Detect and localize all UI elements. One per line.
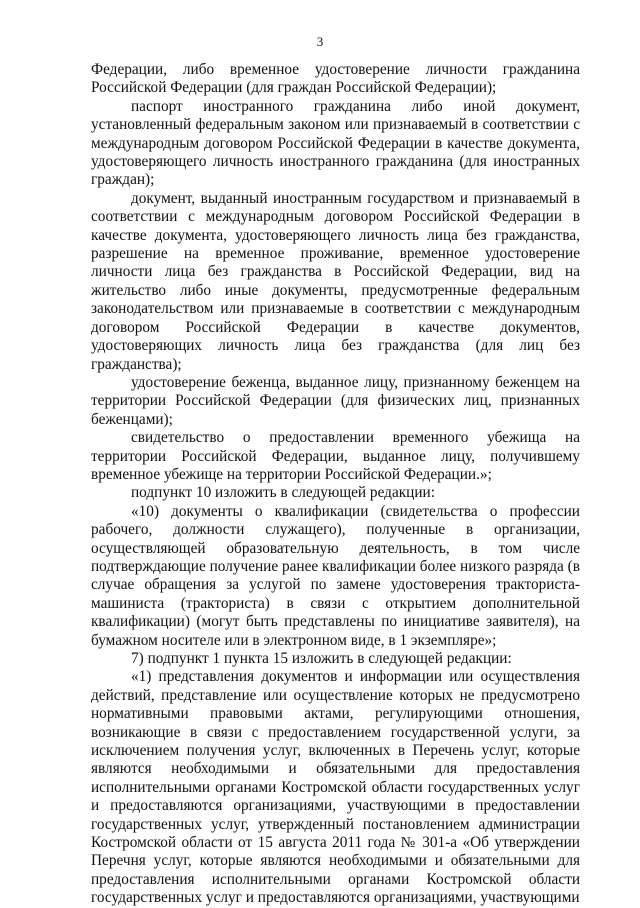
paragraph-subclause-10-intro: подпункт 10 изложить в следующей редакции: [131, 484, 435, 502]
page-number: 3 [316, 34, 324, 49]
paragraph-identity-citizen: Федерации, либо временное удостоверение личности гражданина Российской Федерации (для граждан Российской Федерации); [91, 61, 580, 97]
paragraph-stateless-document: документ, выданный иностранным государством и признаваемый в соответствии с международным договором Российской Федерации в качестве документа, удостоверяющего личность лица без гражданства, разрешение на временное проживание, временное удостоверение личности лица без гражданства в Российской Федерации, вид на жительство либо иные документы, предусмотренные федеральным законодательством или признаваемые в соответствии с международным договором Российской Федерации в качестве документов, удостоверяющих личность лица без гражданства (для лиц без гражданства); [91, 189, 580, 373]
paragraph-temporary-asylum: свидетельство о предоставлении временного убежища на территории Российской Федерации, выданное лицу, получившему временное убежище на территории Российской Федерации.»; [91, 429, 580, 483]
paragraph-refugee-certificate: удостоверение беженца, выданное лицу, признанному беженцем на территории Российской Федерации (для физических лиц, признанных беженцами); [91, 373, 580, 428]
paragraph-subclause-10-text: «10) документы о квалификации (свидетельства о профессии рабочего, должности служащего), полученные в организации, осуществляющей образовательную деятельность, в том числе подтверждающие получение ранее квалификации более низкого разряда (в случае обращения за услугой по замене удостоверения тракториста-машиниста (тракториста) в связи с открытием дополнительной квалификации) (могут быть представлены по инициативе заявителя), на бумажном носителе или в электронном виде, в 1 экземпляре»; [91, 502, 580, 649]
paragraph-foreign-passport: паспорт иностранного гражданина либо иной документ, установленный федеральным законом или признаваемый в соответствии с международным договором Российской Федерации в качестве документа, удостоверяющего личность иностранного гражданина (для иностранных граждан); [91, 97, 580, 189]
document-body [91, 61, 580, 908]
paragraph-clause-7-intro: 7) подпункт 1 пункта 15 изложить в следующей редакции: [131, 650, 512, 667]
paragraph-subclause-1-text: «1) представления документов и информации или осуществления действий, представление или осуществление которых не предусмотрено нормативными правовыми актами, регулирующими отношения, возникающие в связи с предоставлением государственной услуги, за исключением получения услуг, включенных в Перечень услуг, которые являются необходимыми и обязательными для предоставления исполнительными органами Костромской области государственных услуг и предоставляются организациями, участвующими в предоставлении государственных услуг, утвержденный постановлением администрации Костромской области от 15 августа 2011 года № 301-а «Об утверждении Перечня услуг, которые являются необходимыми и обязательными для предоставления исполнительными органами Костромской области государственных услуг и предоставляются организациями, участвующими [91, 668, 580, 907]
